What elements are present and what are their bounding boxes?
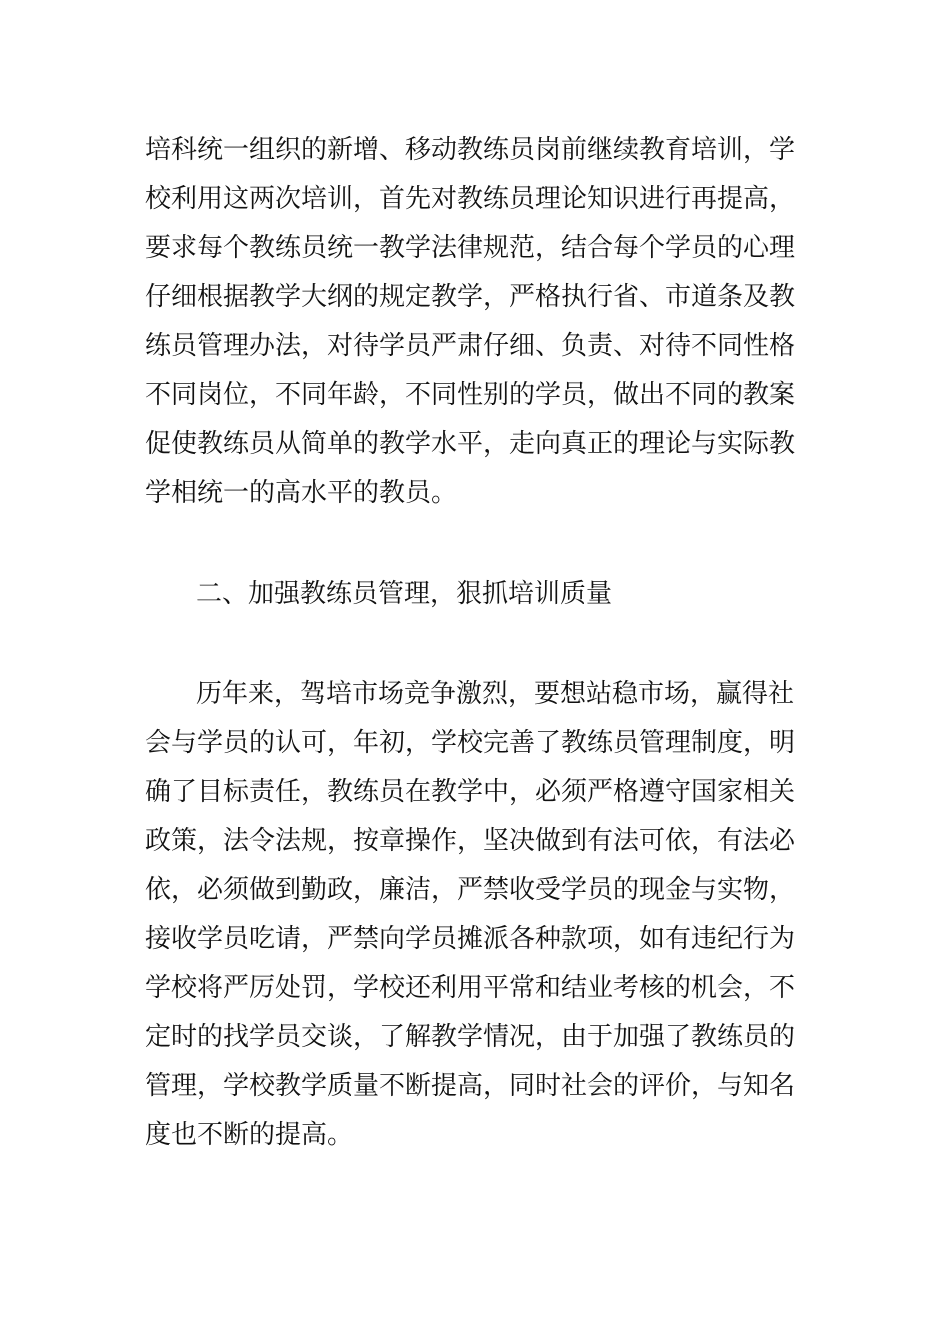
paragraph-line: 促使教练员从简单的教学水平，走向真正的理论与实际教 <box>145 429 796 459</box>
paragraph-line: 度也不断的提高。 <box>145 1120 354 1150</box>
paragraph-line: 校利用这两次培训，首先对教练员理论知识进行再提高， <box>145 184 796 214</box>
paragraph-line: 培科统一组织的新增、移动教练员岗前继续教育培训，学 <box>145 135 796 165</box>
paragraph-line: 接收学员吃请，严禁向学员摊派各种款项，如有违纪行为 <box>145 924 796 954</box>
paragraph-line: 要求每个教练员统一教学法律规范，结合每个学员的心理 <box>145 233 796 263</box>
section-heading: 二、加强教练员管理，狠抓培训质量 <box>196 579 613 609</box>
paragraph-line: 不同岗位，不同年龄，不同性别的学员，做出不同的教案 <box>145 380 796 410</box>
paragraph-line: 仔细根据教学大纲的规定教学，严格执行省、市道条及教 <box>145 282 796 312</box>
paragraph-line: 定时的找学员交谈，了解教学情况，由于加强了教练员的 <box>145 1022 796 1052</box>
paragraph-line: 学相统一的高水平的教员。 <box>145 478 458 508</box>
paragraph-line: 会与学员的认可，年初，学校完善了教练员管理制度，明 <box>145 728 796 758</box>
paragraph-line: 管理，学校教学质量不断提高，同时社会的评价，与知名 <box>145 1071 796 1101</box>
paragraph-line: 依，必须做到勤政，廉洁，严禁收受学员的现金与实物， <box>145 875 796 905</box>
paragraph-line: 确了目标责任，教练员在教学中，必须严格遵守国家相关 <box>145 777 796 807</box>
paragraph-line: 学校将严厉处罚，学校还利用平常和结业考核的机会，不 <box>145 973 796 1003</box>
paragraph-line: 历年来，驾培市场竞争激烈，要想站稳市场，赢得社 <box>196 679 795 709</box>
paragraph-line: 政策，法令法规，按章操作，坚决做到有法可依，有法必 <box>145 826 796 856</box>
paragraph-line: 练员管理办法，对待学员严肃仔细、负责、对待不同性格 <box>145 331 796 361</box>
